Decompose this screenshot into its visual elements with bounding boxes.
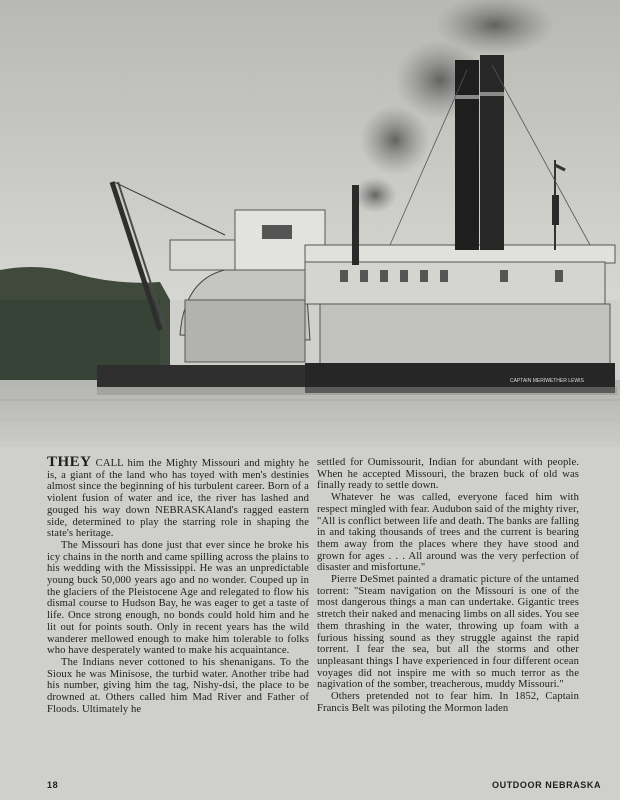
article-left-column: [47, 454, 309, 715]
article-paragraph: Whatever he was called, everyone faced him with respect mingled with fear. Audubon said of the mighty river, "All is conflict between life and death. The banks are falling in and taking thousands of trees and the current is bearing them away from the places where they have stood and grown for ages . . . All around was the very perfection of disaster and misfortune.": [317, 492, 579, 574]
lead-in-word: THEY: [47, 454, 92, 470]
article-paragraph: settled for Oumissourit, Indian for abundant with people. When he accepted Missouri, the brazen buck of old was finally ready to settle down.: [317, 457, 579, 492]
article-paragraph: THEY CALL him the Mighty Missouri and mighty he is, a giant of the land who has toyed with men's destinies almost since the beginning of his turbulent career. Born of a violent fusion of water and ice, the river has lashed and gouged his way down NEBRASKAland's ragged eastern side, determined to play the starring role in shaping the state's heritage.: [47, 454, 309, 540]
page-number: 18: [47, 780, 59, 790]
article-paragraph: The Missouri has done just that ever since he broke his icy chains in the north and came spilling across the plains to his wedding with the Mississippi. He was an unpredictable young buck 50,000 years ago and no wonder. Couped up in the glaciers of the Pleistocene Age and relegated to flow his dismal course to Hudson Bay, he was eager to get a taste of life. Once strong enough, no bonds could hold him and he lit out for points south. Only in recent years has the wild wanderer mellowed enough to make him tolerable to folks who have desperately wanted to make his acquaintance.: [47, 539, 309, 657]
article-paragraph: Others pretended not to fear him. In 1852, Captain Francis Belt was piloting the Mormon laden: [317, 691, 579, 714]
hull-lettering: CAPTAIN MERIWETHER LEWIS: [510, 378, 584, 384]
article-right-column: [317, 457, 579, 714]
magazine-name: OUTDOOR NEBRASKA: [492, 780, 602, 790]
article-paragraph: Pierre DeSmet painted a dramatic picture of the untamed torrent: "Steam navigation on the Missouri is one of the most dangerous things a man can undertake. Gigantic trees stretch their naked and menacing limbs on all sides. You see them thrashing in the water, throwing up foam with a furious hissing sound as they struggle against the rapid torrent. I fear the sea, but all the storms and other unpleasant things I have experienced in four different ocean voyages did not inspire me with so much terror as the nagivation of the somber, treacherous, muddy Missouri.": [317, 574, 579, 691]
article-paragraph: The Indians never cottoned to his shenanigans. To the Sioux he was Minisose, the turbid water. Another tribe had his number, giving him the tag, Nishy-dsi, the place to be drowned at. Others called him Mad River and Father of Floods. Ultimately he: [47, 656, 309, 715]
